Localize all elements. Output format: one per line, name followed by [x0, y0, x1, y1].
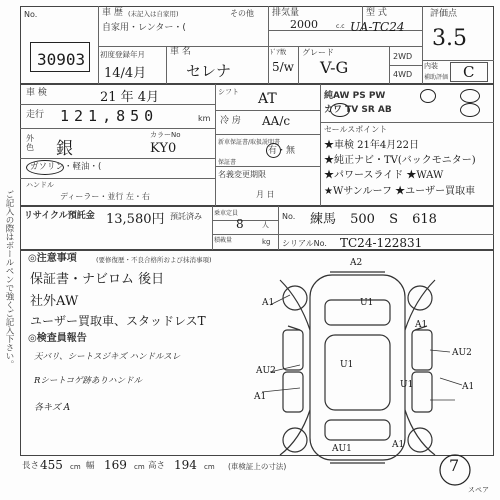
width-value: 169	[104, 458, 127, 472]
color-code-label: カラーNo	[150, 131, 181, 139]
attention-title: ◎注意事項	[28, 253, 77, 264]
shaken-label: 車 検	[26, 88, 47, 98]
name-change-value: 月 日	[256, 190, 275, 199]
drive-4wd: 4WD	[393, 70, 413, 79]
attention-note: (要修復歴・不良合格所および抹消事項)	[96, 256, 212, 264]
score-label: 評価点	[430, 9, 458, 19]
model-label: 型 式	[366, 8, 387, 18]
damage-mark: A1	[415, 320, 428, 330]
car-name-label: 車 名	[170, 47, 191, 57]
width-label: 幅	[86, 461, 95, 471]
attention-item-3: ユーザー買取車、スタッドレスT	[30, 314, 206, 328]
windshield	[325, 300, 390, 325]
equip-row2: カワ TV SR AB	[324, 105, 392, 115]
car-category-label: 車 歴	[102, 8, 123, 18]
damage-mark: U1	[400, 380, 414, 390]
drive-2wd: 2WD	[393, 52, 413, 61]
lot-no-label: No.	[24, 10, 38, 19]
ac-value: AA/c	[262, 114, 291, 128]
interior-sub: 補助評価	[424, 74, 449, 81]
grade-value: V-G	[320, 58, 349, 77]
damage-mark: A1	[462, 382, 475, 392]
damage-mark: A1	[262, 298, 275, 308]
color-code-value: KY0	[150, 141, 177, 156]
front-left-fender	[280, 280, 310, 330]
shift-value: AT	[258, 91, 277, 107]
damage-mark: AU1	[332, 444, 352, 454]
first-reg-value: 14/4月	[104, 66, 147, 81]
inspector-item-3: 各キズ A	[34, 403, 71, 413]
length-value: 455	[40, 458, 63, 472]
dimensions-note: (車検証上の寸法)	[228, 462, 287, 471]
right-front-door	[412, 330, 432, 370]
damage-mark: A2	[350, 258, 363, 268]
sales-point-3: ★パワースライド ★WAW	[324, 170, 444, 181]
spare-text: スペア	[468, 486, 489, 494]
displacement-label: 排気量	[272, 8, 300, 18]
load-label: 積載量	[214, 237, 233, 244]
mileage-unit: km	[198, 114, 211, 123]
interior-label: 内装	[424, 62, 438, 70]
car-category-value: 自家用・レンター・(	[102, 23, 186, 33]
reg-label: No.	[282, 212, 296, 221]
fuel-value: ガソリン・軽油・(	[30, 162, 102, 172]
damage-mark: U1	[340, 360, 354, 370]
capacity-label: 乗車定員	[214, 210, 239, 217]
recycle-status: 預託済み	[170, 212, 202, 221]
damage-mark: U1	[360, 298, 374, 308]
recycle-value: 13,580円	[106, 212, 165, 227]
load-unit: kg	[262, 238, 271, 246]
manual-label: 新車保証書/取扱説明書	[218, 139, 281, 146]
grade-label: グレード	[302, 48, 334, 57]
mileage-label: 走行	[26, 110, 45, 120]
attention-item-1: 保証書・ナビロム 後日	[30, 272, 165, 287]
length-label: 長さ	[22, 461, 40, 471]
damage-mark: AU2	[256, 366, 276, 376]
interior-value: C	[463, 63, 475, 81]
right-rear-door	[412, 372, 432, 412]
handle-label: ハンドル	[26, 181, 54, 189]
spare-number: 7	[449, 456, 460, 475]
roof	[325, 335, 390, 410]
inspector-item-1: 天バリ、シートスジキズ ハンドルスレ	[34, 352, 181, 362]
name-change-label: 名義変更期限	[218, 170, 266, 179]
capacity-unit: 人	[262, 221, 269, 229]
reg-value: 練馬 500 S 618	[310, 212, 437, 227]
inspector-item-2: Rシートコゲ跡ありハンドル	[34, 376, 143, 386]
car-name-value: セレナ	[186, 62, 232, 80]
car-category-other: その他	[230, 9, 254, 18]
equip-row1: 純AW PS PW	[324, 91, 386, 101]
lot-number: 30903	[37, 50, 86, 69]
left-front-door	[283, 330, 303, 370]
model-value: UA-TC24	[350, 20, 405, 34]
rear-left-fender	[280, 410, 310, 455]
width-unit: cm	[134, 463, 145, 471]
height-label: 高さ	[148, 461, 166, 471]
score-value: 3.5	[432, 26, 467, 51]
shaken-value: 21 年 4月	[100, 90, 160, 105]
serial-value: TC24-122831	[340, 236, 423, 250]
displacement-value: 2000	[290, 18, 318, 31]
height-unit: cm	[204, 463, 215, 471]
left-rear-door	[283, 372, 303, 412]
sales-point-2: ★純正ナビ・TV(バックモニター)	[324, 155, 476, 166]
displacement-unit: c.c	[336, 23, 345, 30]
car-body-outline	[310, 275, 405, 460]
manual-value: 有・無	[268, 146, 296, 156]
sales-point-1: ★車検 21年4月22日	[324, 140, 419, 151]
sales-point-4: ★Wサンルーフ ★ユーザー買取車	[324, 186, 476, 197]
color-label: 外色	[26, 134, 34, 152]
handle-value: ディーラー・並行 左・右	[60, 192, 150, 201]
ac-label: 冷 房	[220, 116, 241, 126]
capacity-value: 8	[236, 217, 244, 231]
inspector-title: ◎検査員報告	[28, 333, 87, 344]
manual-note: 保証書	[218, 159, 237, 166]
damage-mark: A1	[392, 440, 405, 450]
first-reg-label: 初度登録年月	[100, 50, 145, 59]
color-value: 銀	[56, 139, 73, 159]
mileage-value: 121,850	[60, 107, 159, 125]
car-category-note: (末記入は自家用)	[128, 10, 179, 18]
rear-window	[325, 420, 390, 440]
shift-label: シフト	[218, 88, 239, 96]
rear-right-fender	[405, 410, 435, 455]
height-value: 194	[174, 458, 197, 472]
attention-item-2: 社外AW	[30, 294, 79, 309]
sales-points-title: セールスポイント	[324, 125, 388, 134]
length-unit: cm	[70, 463, 81, 471]
doors-label: ﾄﾞｱ数	[270, 48, 287, 56]
recycle-label: リサイクル預託金	[24, 211, 95, 221]
side-instruction: ご記入の際はボールペンで強くご記入下さい。	[4, 190, 14, 369]
serial-label: シリアルNo.	[282, 239, 327, 248]
damage-mark: AU2	[452, 348, 472, 358]
damage-mark: A1	[254, 392, 267, 402]
doors-value: 5/w	[272, 60, 294, 74]
